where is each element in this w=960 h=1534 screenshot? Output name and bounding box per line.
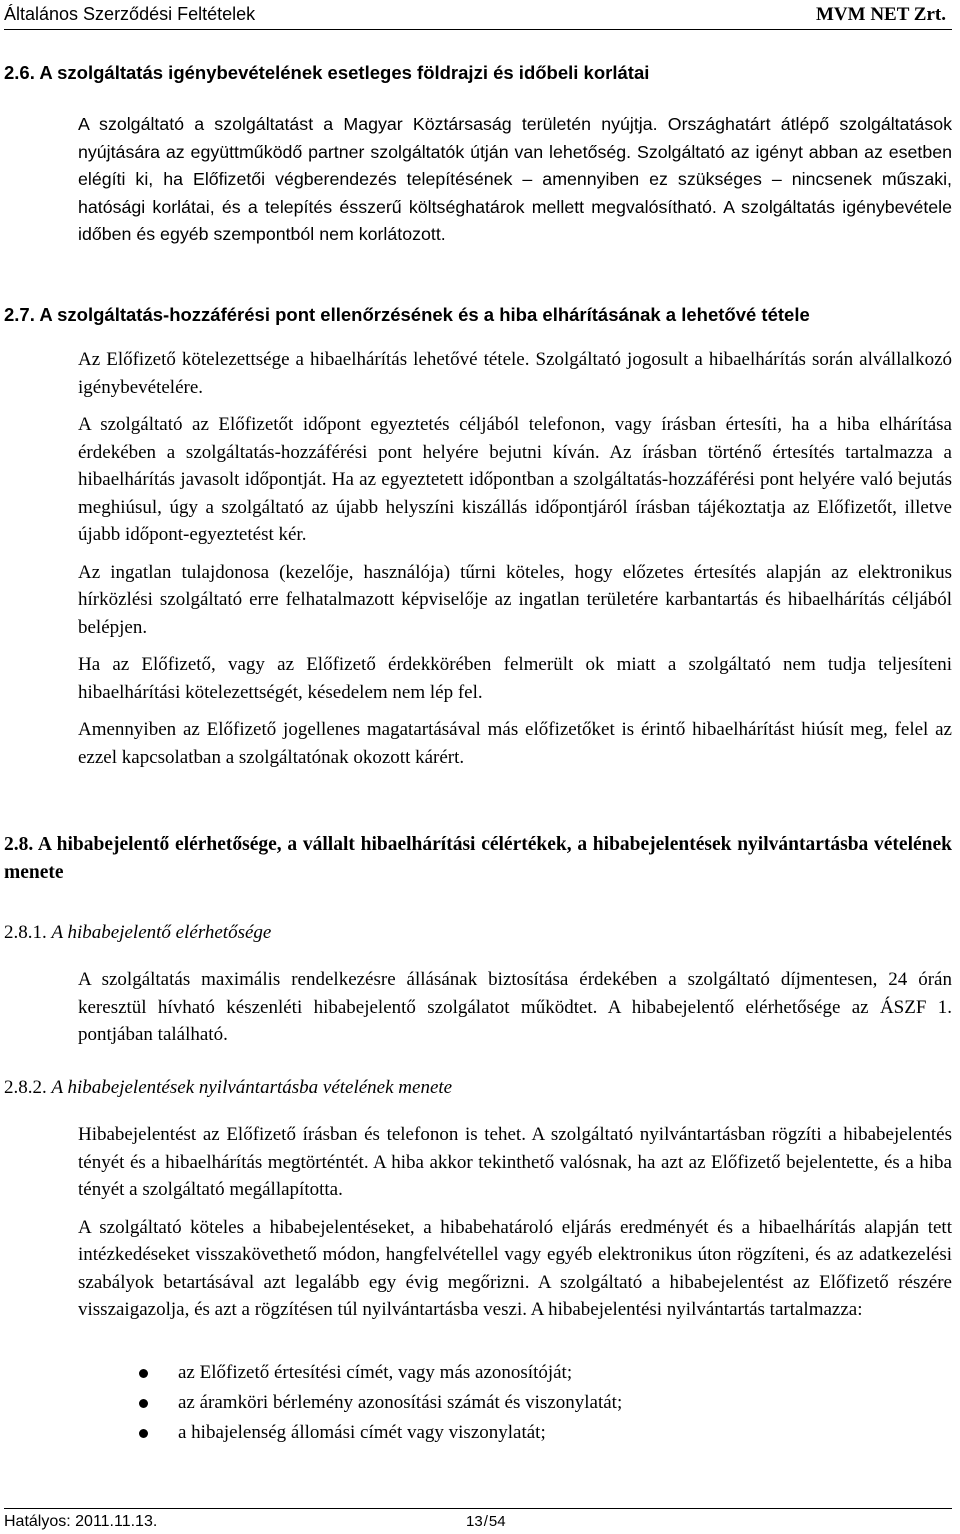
list-item bbox=[132, 1358, 622, 1388]
list-item-text: a hibajelenség állomási címét vagy viszonylatát; bbox=[178, 1422, 546, 1443]
paragraph: A szolgáltató a szolgáltatást a Magyar Köztársaság területén nyújtja. Országhatárt átlépő szolgáltatások nyújtására az együttműködő partner szolgáltatók útján van lehetőség. Szolgáltató az igényt abban az esetben elégíti ki, ha Előfizetői végberendezés telepítésének – amennyiben ez szükséges – nincsenek műszaki, hatósági korlátai, és a telepítés ésszerű költséghatárok mellett megvalósítható. A szolgáltatás igénybevétele időben és egyéb szempontból nem korlátozott. bbox=[78, 114, 952, 244]
section-title: A hibabejelentő elérhetősége, a vállalt hibaelhárítási célértékek, a hibabejelentések nyilvántartásba vételének menete bbox=[4, 834, 952, 883]
paragraph: Ha az Előfizető, vagy az Előfizető érdekkörében felmerült ok miatt a szolgáltató nem tudja teljesíteni hibaelhárítási kötelezettségét, késedelem nem lép fel. bbox=[78, 654, 952, 703]
list-item bbox=[132, 1388, 622, 1418]
paragraph: Hibabejelentést az Előfizető írásban és telefonon is tehet. A szolgáltató nyilvántartásban rögzíti a hibabejelentés tényét és a hibaelhárítás megtörténtét. A hiba akkor tekinthető valósnak, ha azt az Előfizető bejelentette, és a hiba tényét a szolgáltató megállapította. bbox=[78, 1124, 952, 1200]
section-2-7-body bbox=[78, 346, 952, 771]
section-title: A hibabejelentő elérhetősége bbox=[51, 922, 272, 943]
footer-divider bbox=[4, 1508, 952, 1509]
section-number: 2.8.2. bbox=[4, 1077, 47, 1098]
bullet-icon bbox=[139, 1429, 148, 1438]
paragraph: A szolgáltató az Előfizetőt időpont egyeztetés céljából telefonon, vagy írásban értesíti, ha a hiba elhárítása érdekében a szolgáltatás-hozzáférési pont helyére bejutni kíván. Az írásban történő értesítés tartalmazza a hibaelhárítás javasolt időpontját. Ha az egyeztetett időpontban a szolgáltatás-hozzáférési pont helyére való bejutás meghiúsul, úgy a szolgáltató az újabb helyszíni kiszállás időpontjáról írásban tájékoztatja az Előfizetőt, illetve újabb időpont-egyeztetést kér. bbox=[78, 414, 952, 545]
section-2-8-1-body bbox=[78, 966, 952, 1049]
paragraph: Az ingatlan tulajdonosa (kezelője, használója) tűrni köteles, hogy előzetes értesítés alapján az elektronikus hírközlési szolgáltató erre felhatalmazott képviselője az ingatlan területére karbantartás és hibaelhárítás céljából belépjen. bbox=[78, 561, 952, 638]
section-title: A szolgáltatás-hozzáférési pont ellenőrzésének és a hiba elhárításának a lehetővé tétele bbox=[39, 304, 810, 325]
document-title: Általános Szerződési Feltételek bbox=[4, 4, 256, 24]
section-title: A hibabejelentések nyilvántartásba vételének menete bbox=[51, 1077, 453, 1098]
section-number: 2.8. bbox=[4, 834, 34, 855]
bullet-icon bbox=[139, 1399, 148, 1408]
section-2-8-2-heading bbox=[4, 1077, 452, 1099]
section-title: A szolgáltatás igénybevételének esetleges földrajzi és időbeli korlátai bbox=[39, 62, 650, 83]
section-number: 2.6. bbox=[4, 62, 35, 83]
section-number: 2.8.1. bbox=[4, 922, 47, 943]
total-pages: 54 bbox=[488, 1513, 506, 1530]
bullet-list bbox=[132, 1358, 622, 1448]
section-2-8-heading bbox=[4, 831, 952, 887]
company-name: MVM NET Zrt. bbox=[816, 4, 946, 25]
section-2-8-1-heading bbox=[4, 922, 271, 944]
list-item-text: az Előfizető értesítési címét, vagy más azonosítóját; bbox=[178, 1362, 573, 1383]
list-item-text: az áramköri bérlemény azonosítási számát és viszonylatát; bbox=[178, 1392, 623, 1413]
paragraph: Amennyiben az Előfizető jogellenes magatartásával más előfizetőket is érintő hibaelhárítást hiúsít meg, felel az ezzel kapcsolatban a szolgáltatónak okozott kárért. bbox=[78, 719, 952, 768]
paragraph: A szolgáltató köteles a hibabejelentéseket, a hibabehatároló eljárás eredményét és a hibaelhárítás alapján tett intézkedéseket visszakövethető módon, hangfelvétellel vagy egyéb elektronikus úton rögzíteni, és az adatkezelési szabályok betartásával azt legalább egy évig megőrizni. A szolgáltató a hibabejelentést az Előfizető részére visszaigazolja, és azt a rögzítésen túl nyilvántartásba veszi. A hibabejelentési nyilvántartás tartalmazza: bbox=[78, 1216, 952, 1320]
current-page: 13 bbox=[466, 1513, 483, 1530]
section-2-6-heading bbox=[4, 62, 649, 84]
paragraph: A szolgáltatás maximális rendelkezésre állásának biztosítása érdekében a szolgáltató díjmentesen, 24 órán keresztül hívható készenléti hibabejelentő szolgálatot működtet. A hibabejelentő elérhetősége az ÁSZF 1. pontjában található. bbox=[78, 969, 952, 1045]
section-2-7-heading bbox=[4, 304, 810, 326]
effective-date: Hatályos: 2011.11.13. bbox=[4, 1513, 158, 1530]
section-number: 2.7. bbox=[4, 304, 35, 325]
section-2-8-2-body bbox=[78, 1121, 952, 1324]
bullet-icon bbox=[139, 1369, 148, 1378]
section-2-6-body bbox=[78, 111, 952, 249]
page-separator: / bbox=[483, 1513, 488, 1530]
list-item bbox=[132, 1418, 622, 1448]
header-divider bbox=[4, 29, 952, 30]
page-header bbox=[0, 0, 960, 30]
page-number bbox=[466, 1513, 506, 1530]
paragraph: Az Előfizető kötelezettsége a hibaelhárítás lehetővé tétele. Szolgáltató jogosult a hibaelhárítás során alvállalkozó igénybevételére. bbox=[78, 349, 952, 398]
